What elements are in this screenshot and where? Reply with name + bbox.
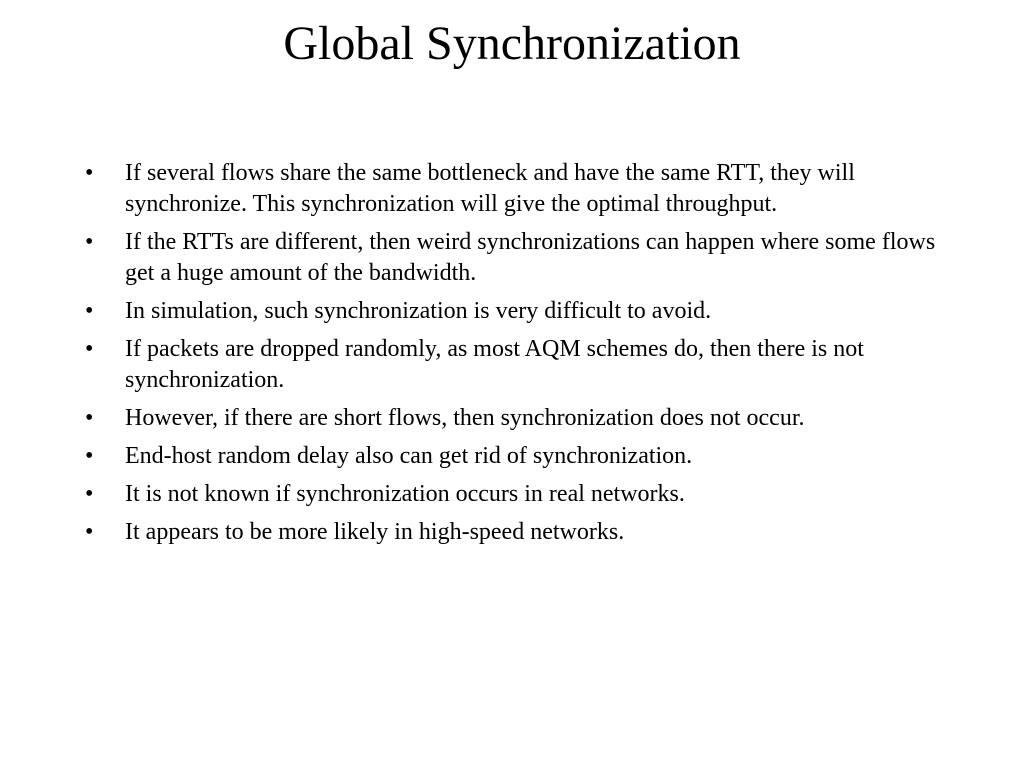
bullet-marker: •	[85, 336, 94, 362]
bullet-marker: •	[85, 519, 94, 545]
bullet-text: If packets are dropped randomly, as most AQM schemes do, then there is not synchronization.	[125, 336, 864, 393]
bullet-marker: •	[85, 481, 94, 507]
bullet-item	[85, 334, 945, 396]
bullet-marker: •	[85, 298, 94, 324]
slide-title: Global Synchronization	[283, 17, 741, 70]
bullet-list	[85, 158, 945, 555]
bullet-marker: •	[85, 443, 94, 469]
bullet-marker: •	[85, 405, 94, 431]
bullet-item	[85, 296, 945, 327]
bullet-marker: •	[85, 229, 94, 255]
bullet-item	[85, 479, 945, 510]
bullet-marker: •	[85, 160, 94, 186]
bullet-text: End-host random delay also can get rid of synchronization.	[125, 443, 693, 469]
bullet-item	[85, 227, 945, 289]
bullet-text: It appears to be more likely in high-speed networks.	[125, 519, 625, 545]
bullet-item	[85, 441, 945, 472]
bullet-text: If the RTTs are different, then weird synchronizations can happen where some flows get a huge amount of the bandwidth.	[125, 229, 936, 286]
bullet-item	[85, 517, 945, 548]
bullet-item	[85, 158, 945, 220]
bullet-text: If several flows share the same bottleneck and have the same RTT, they will synchronize. This synchronization will give the optimal throughput.	[125, 160, 855, 217]
bullet-text: In simulation, such synchronization is very difficult to avoid.	[125, 298, 712, 324]
bullet-text: However, if there are short flows, then synchronization does not occur.	[125, 405, 805, 431]
bullet-text: It is not known if synchronization occurs in real networks.	[125, 481, 685, 507]
bullet-item	[85, 403, 945, 434]
